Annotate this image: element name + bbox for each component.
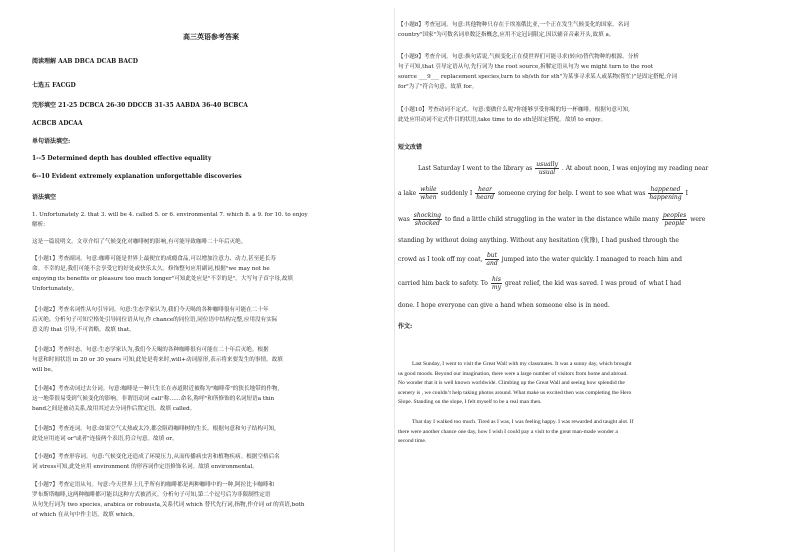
explanation-label: 解析: (32, 222, 46, 228)
explanation-q8: 【小题8】考查冠词。句意:其他物种只存在于埃塞俄比亚,一个正在发生气候变化的国家。名词 country"国家"为可数名词单数泛指概念,应用不定冠词限定,因以辅音音素开头,故填 a。 (398, 22, 629, 38)
correction-heading: 短文改错 (398, 144, 423, 151)
explanation-q5: 【小题5】考查连词。句意:如果空气太热或太冷,都会阻碍咖啡树的生长。根据句意和句子结构可知, 此处应用连词 or"或者"连接两个表语,符合句意。故填 or。 (32, 426, 276, 442)
correction-line-2: a lake $\frac{\text{while}}{\text{when}}$ suddenly I $\frac{\text{hear}}{\text{heard}}$ someone crying for help. I went to see what was $\frac{\text{happened}}{\text{happening}}$ I (398, 186, 688, 201)
explanation-q9: 【小题9】考查介词。句意:换句话说,气候变化正在使世界们可能寻求(转向)替代物种的根源。分析 句子可知,that 引导定语从句,先行词为 the root source,拆解定语从句为 we might turn to the root source ___9___ replacement species,turn to sb/sth for sth"为某事寻求某人或某物(帮忙)"是固定搭配,介词 for"为了"符合句意。故填 for。 (398, 54, 678, 90)
document-title: 高三英语参考答案 (183, 32, 239, 41)
grammar-heading: 语法填空 (32, 194, 57, 201)
grammar-answers: 1. Unfortunately 2. that 3. will be 4. called 5. or 6. environmental 7. which 8. a 9. for 10. to enjoy (32, 212, 308, 218)
correction-line-7: done. I hope everyone can give a hand when someone else is in need. (398, 302, 610, 309)
explanation-q4: 【小题4】考查动词过去分词。句意:咖啡是一种只生长在赤道附近被称为"咖啡带"的狭长地带的作物, 这一地带很易受到气候变化的影响。非谓语动词 call"称……命名,称呼"和所修饰的名词短语a thin band之间是被动关系,故用其过去分词作后置定语。故填 called。 (32, 386, 280, 412)
correction-fraction-6: $\frac{\text{peoples}}{\text{people}}$ (662, 212, 687, 227)
essay-paragraph-1: Last Sunday, I went to visit the Great Wall with my classmates. It was a sunny day, which brought us good moods. Beyond our imagination, there were a large number of visitors from home and abroad. No wonder that it is well known worldwide. Climbing up the Great Wall and seeing how splendid the scenery is , we couldn’t help taking photos around. What make us excited then was completing the Hero Slope. Standing on the slope, I felt myself to be a real man then. (398, 361, 632, 405)
explanation-q2: 【小题2】考查名词性从句引导词。句意:生态学家认为,我们今天喝的各种咖啡很有可能在二十年 后灭绝。分析句子可知空格处引导同位语从句,作 chance的同位语,同位语中结构完整,应用没有实际 意义的 that 引导,不可省略。故填 that。 (32, 307, 278, 333)
explanation-q1: 【小题1】考查副词。句意:咖啡可能是世界上最便宜的成瘾食品,可以增加注意力、动力,甚至延长寿 命。不幸的是,我们可能不会享受它的好处或快乐太久。修饰整句应用副词,根据"we may not be enjoying its benefits or pleasure too much longer"可知此处应是"不幸的是"。大写句子首字母,故填 Unfortunately。 (32, 256, 293, 292)
explanation-q7: 【小题7】考查定语从句。句意:今天世界上几乎所有的咖啡都是两种咖啡中的一种,阿拉比卡咖啡和 罗布斯塔咖啡,这两种咖啡都可能以这种方式被消灭。分析句子可知,第二个逗号后为非限制性定语 从句先行词为 two species, arabica or robuusta,关系代词 which 替代先行词,指物,作介词 of 的宾语,both of which 在从句中作主语。故填 which。 (32, 482, 305, 518)
correction-fraction-4: $\frac{\text{happened}}{\text{happening}}$ (649, 186, 682, 201)
correction-fraction-1: $\frac{\text{usually}}{\text{usual}}$ (536, 161, 558, 176)
correction-fraction-3: $\frac{\text{hear}}{\text{heard}}$ (476, 186, 494, 201)
correction-line-1: Last Saturday I went to the library as $\frac{\text{usually}}{\text{usual}}$ . At about noon, I was enjoying my reading near (418, 161, 709, 176)
left-column (32, 0, 390, 560)
seven-choose-five-answers: 七选五 FACGD (32, 82, 76, 89)
single-grammar-answers-1: 1--5 Determined depth has doubled effective equality (32, 155, 212, 162)
correction-fraction-5: $\frac{\text{shocking}}{\text{shocked}}$ (413, 212, 441, 227)
extra-answers: ACBCB ADCAA (32, 120, 83, 127)
essay-paragraph-2: That day I walked too much. Tired as I was, I was feeling happy. I was rewarded and taught alot. If there were another chance one day, how I wish I could pay a visit to the great man-made wonder a second time. (398, 419, 634, 444)
correction-fraction-8: $\frac{\text{his}}{my}$ (491, 276, 502, 291)
explanation-q10: 【小题10】考查动词不定式。句意:要做什么呢?你能够享受你喝的每一杯咖啡。根据句意可知, 此处应用动词不定式作目的状语,take time to do sth是固定搭配。故填 to enjoy。 (398, 107, 630, 123)
cloze-answers: 完形填空 21-25 DCBCA 26-30 DDCCB 31-35 AABDA 36-40 BCBCA (32, 102, 248, 109)
correction-line-6: carried him back to safety. To $\frac{\text{his}}{my}$ great relief, the kid was saved. I was proud of what I had (398, 276, 682, 291)
single-grammar-heading: 单句语法填空: (32, 138, 71, 145)
explanation-q3: 【小题3】考查时态。句意:生态学家认为,我们今天喝的各种咖啡很有可能在二十年后灭绝。根据 句意和时间状语 in 20 or 30 years 可知,此处是将来时,will+动词原形,表示将来要发生的事情。故填 will be。 (32, 347, 283, 373)
passage-intro: 这是一篇说明文。文章介绍了气候变化对咖啡树的影响,有可能导致咖啡二十年后灭绝。 (32, 239, 247, 245)
correction-line-3: was $\frac{\text{shocking}}{\text{shocked}}$ to find a little child struggling in the water in the distance while many $\frac{\text{peoples}}{\text{people}}$ were (398, 212, 706, 227)
column-divider (394, 8, 395, 552)
correction-fraction-2: $\frac{\text{while}}{\text{when}}$ (420, 186, 437, 201)
essay-heading: 作文: (398, 323, 413, 330)
correction-fraction-7: $\frac{\text{but}}{\text{and}}$ (486, 252, 498, 267)
correction-line-4: standing by without doing anything. Without any hesitation (犹豫), I had pushed through the (398, 237, 679, 244)
explanation-q6: 【小题6】考查形容词。句意:气候变化还造成了环境压力,从而传播病虫害和植物疾病。根据空格后名 词 stress可知,此处应用 environment 的形容词作定语修饰名词。故填 environmental。 (32, 454, 280, 470)
correction-insertion-mark: of (639, 280, 646, 287)
reading-answers: 阅读理解 AAB DBCA DCAB BACD (32, 58, 138, 65)
correction-line-5: crowd as I took off my coat, $\frac{\text{but}}{\text{and}}$ jumped into the water quickly. I managed to reach him and (398, 252, 682, 267)
right-column (398, 0, 770, 560)
single-grammar-answers-2: 6--10 Evident extremely explanation unforgettable discoveries (32, 173, 242, 180)
